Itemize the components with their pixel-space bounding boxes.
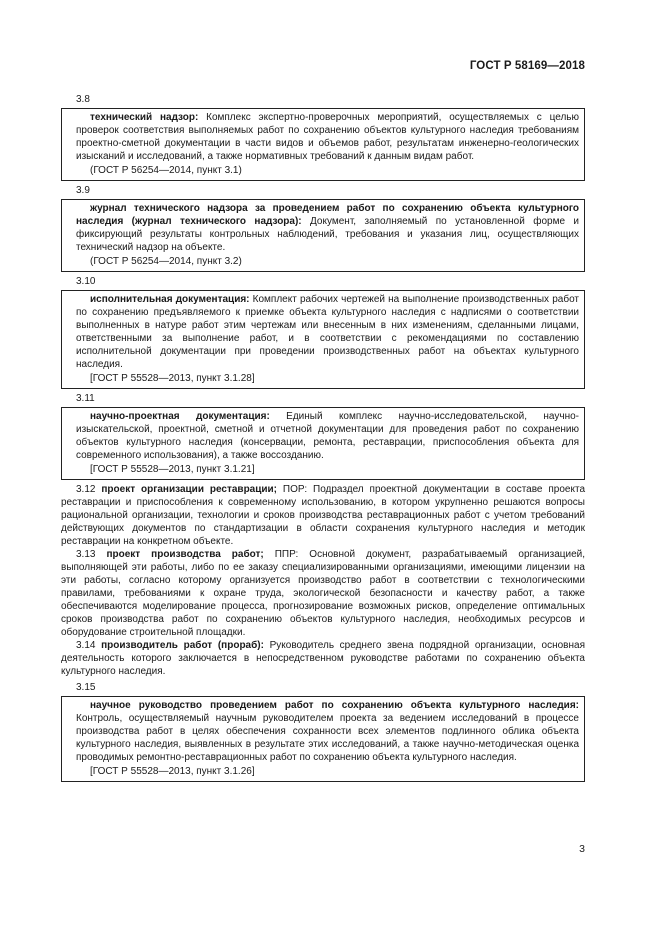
entry-number: 3.13 [76,549,96,560]
plain-definition [61,639,585,678]
definition: Комплекс экспертно-проверочных мероприятий, осуществляемых с целью проверок соответствия выполняемых работ по сохранению объектов культурного наследия требованиям проектно-сметной документации в части видов и объемов работ, результатам инженерно-геологических изысканий и исследований, а также нормативных требований к данным видам работ. [76,112,579,162]
document-body [61,93,585,785]
plain-definition [61,548,585,639]
definition-text [76,293,579,371]
entry-number: 3.12 [76,484,96,495]
definition: ПОР: Подраздел проектной документации в составе проекта реставрации и приспособления к современному использованию, в котором укрупненно решаются вопросы рациональной организации, технологии и сроков производства реставрационных работ с учетом требований действующих документов по стандартизации в области сохранения культурного наследия и методик реставрации на конкретном объекте. [61,484,586,547]
source-reference: [ГОСТ Р 55528—2013, пункт 3.1.21] [90,464,255,475]
definition-box [61,108,585,181]
source-reference: [ГОСТ Р 55528—2013, пункт 3.1.26] [90,766,255,777]
definition: Документ, заполняемый по установленной форме и фиксирующий результаты контрольных наблюдений, требования и указания лиц, осуществляющих технический надзор на объекте. [76,216,580,253]
entry-number: 3.10 [76,276,96,287]
entry-number: 3.9 [76,185,90,196]
definition-box [61,290,585,389]
page-number: 3 [579,843,585,855]
definition: Единый комплекс научно-исследовательской, научно-изыскательской, проектной, сметной и отчетной документации для проведения работ по сохранению объектов культурного наследия (консервации, ремонта, реставрации, приспособления объекта для современного использования), а также воссозданию. [76,411,579,461]
definition-box [61,199,585,272]
entry-number: 3.14 [76,640,96,651]
definition-box [61,696,585,782]
definition-text [76,699,579,764]
entry-number: 3.8 [76,94,90,105]
source-reference: (ГОСТ Р 56254—2014, пункт 3.2) [90,256,242,267]
plain-definition [61,483,585,548]
source-reference: [ГОСТ Р 55528—2013, пункт 3.1.28] [90,373,255,384]
source-reference: (ГОСТ Р 56254—2014, пункт 3.1) [90,165,242,176]
definition-text [76,410,579,462]
term: производитель работ (прораб): [101,640,264,651]
definition-box [61,407,585,480]
document-code: ГОСТ Р 58169—2018 [469,60,585,72]
term: исполнительная документация: [90,294,250,305]
term: проект организации реставрации; [101,484,278,495]
definition: Комплект рабочих чертежей на выполнение производственных работ по сохранению предъявляемого к приемке объекта культурного наследия с надписями о соответствии выполненных в натуре работ этим чертежам или внесенным в них изменениям, сделанными лицами, ответственными за выполнение работ, и в соответствии с рекомендациями по составлению исполнительной документации при проведении производственных работ на объектах культурного наследия. [76,294,579,370]
term: проект производства работ; [106,549,264,560]
definition-text [76,111,579,163]
definition: Контроль, осуществляемый научным руководителем проекта за ведением исследований в процессе производства работ в целях обеспечения сохранности всех элементов подлинного облика объекта культурного наследия, выявленных в результате этих исследований, а также научно-методическая оценка проводимых ремонтно-реставрационных работ по сохранению объекта культурного наследия. [76,713,579,763]
term: научное руководство проведением работ по сохранению объекта культурного наследия: [90,700,579,711]
term: журнал технического надзора за проведением работ по сохранению объекта культурного наследия (журнал технического надзора): [76,203,579,227]
definition: Руководитель среднего звена подрядной организации, основная деятельность которого заключается в непосредственном руководстве работами по сохранению объекта культурного наследия. [61,640,585,677]
entry-number: 3.11 [76,393,95,404]
term: научно-проектная документация: [90,411,270,422]
term: технический надзор: [90,112,199,123]
definition: ППР: Основной документ, разрабатываемый организацией, выполняющей эти работы, либо по ее заказу специализированными организациями, имеющими лицензии на эти работы, согласно которому организуется производство работ в соответствии с технологическими правилами, требованиями к охране труда, экологической безопасности и качеству работ, а также обеспечиваются моделирование процесса, прогнозирование возможных рисков, определение оптимальных сроков производства работ по сохранению объектов культурного наследия, необходимых ресурсов и оборудование строительной площадки. [61,549,585,638]
entry-number: 3.15 [76,682,96,693]
definition-text [76,202,579,254]
